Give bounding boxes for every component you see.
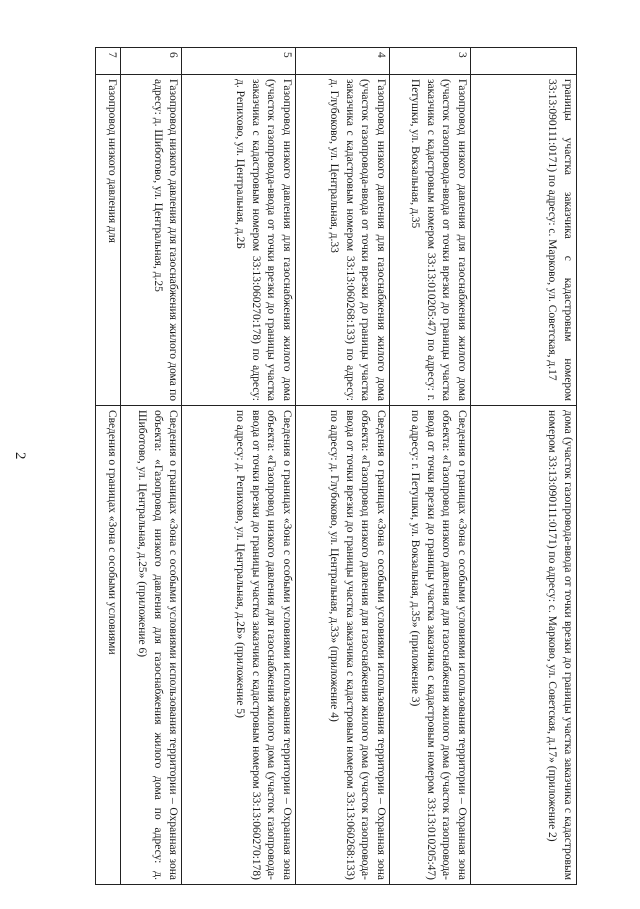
table-row	[389, 48, 470, 885]
table-row	[296, 48, 390, 885]
table-row	[120, 48, 182, 885]
page-number: 2	[12, 452, 28, 460]
table-row	[470, 48, 576, 885]
object-name-cell: Газопровод низкого давления для газоснабжения жилого дома (участок газопровода-ввода от точки врезки до границы участка заказчика с кадастровым номером 33:13:010205:47) по адресу: г. Петушки, ул. Вокзальная, д.35	[389, 75, 470, 406]
zone-info-cell: дома (участок газопровода-ввода от точки врезки до границы участка заказчика с кадастровым номером 33:13:090111:0171) по адресу: с. Марково, ул. Советская, д.17» (приложение 2)	[470, 406, 576, 885]
zone-info-cell: Сведения о границах «Зона с особыми условиями использования территории – Охранная зона объекта: «Газопровод низкого давления для газоснабжения жилого дома (участок газопровода-ввода от точки врезки до границы участка заказчика с кадастровым номером 33:13:010205:47) по адресу: г. Петушки, ул. Вокзальная, д.35» (приложение 3)	[389, 406, 470, 885]
zone-info-cell: Сведения о границах «Зона с особыми условиями использования территории – Охранная зона объекта: «Газопровод низкого давления для газоснабжения жилого дома по адресу: д. Шиботово, ул. Центральная, д.25» (приложение 6)	[120, 406, 182, 885]
row-number: 5	[182, 48, 296, 75]
table-row	[182, 48, 296, 885]
object-name-cell: границы участка заказчика с кадастровым номером 33:13:090111:0171) по адресу: с. Марково, ул. Советская, д.17	[470, 75, 576, 406]
zone-info-cell: Сведения о границах «Зона с особыми условиями использования территории – Охранная зона объекта: «Газопровод низкого давления для газоснабжения жилого дома (участок газопровода-ввода от точки врезки до границы участка заказчика с кадастровым номером 33:13:060270:178) по адресу: д. Репихово, ул. Центральная, д.2Б» (приложение 5)	[182, 406, 296, 885]
row-number: 6	[120, 48, 182, 75]
row-number: 3	[389, 48, 470, 75]
table-row	[96, 48, 121, 885]
object-name-cell: Газопровод низкого давления для газоснабжения жилого дома (участок газопровода-ввода от точки врезки до границы участка заказчика с кадастровым номером 33:13:060268:133) по адресу: д. Глубоково, ул. Центральная, д.33	[296, 75, 390, 406]
row-number	[470, 48, 576, 75]
zones-table	[95, 47, 577, 885]
document-sheet	[95, 47, 577, 880]
object-name-cell: Газопровод низкого давления для	[96, 75, 121, 406]
object-name-cell: Газопровод низкого давления для газоснабжения жилого дома (участок газопровода-ввода от точки врезки до границы участка заказчика с кадастровым номером 33:13:060270:178) по адресу: д. Репихово, ул. Центральная, д.2Б	[182, 75, 296, 406]
row-number: 7	[96, 48, 121, 75]
zone-info-cell: Сведения о границах «Зона с особыми условиями использования территории – Охранная зона объекта: «Газопровод низкого давления для газоснабжения жилого дома (участок газопровода-ввода от точки врезки до границы участка заказчика с кадастровым номером 33:13:060268:133) по адресу: д. Глубоково, ул. Центральная, д.33» (приложение 4)	[296, 406, 390, 885]
row-number: 4	[296, 48, 390, 75]
object-name-cell: Газопровод низкого давления для газоснабжения жилого дома по адресу: д. Шиботово, ул. Центральная, д.25	[120, 75, 182, 406]
zone-info-cell: Сведения о границах «Зона с особыми условиями	[96, 406, 121, 885]
